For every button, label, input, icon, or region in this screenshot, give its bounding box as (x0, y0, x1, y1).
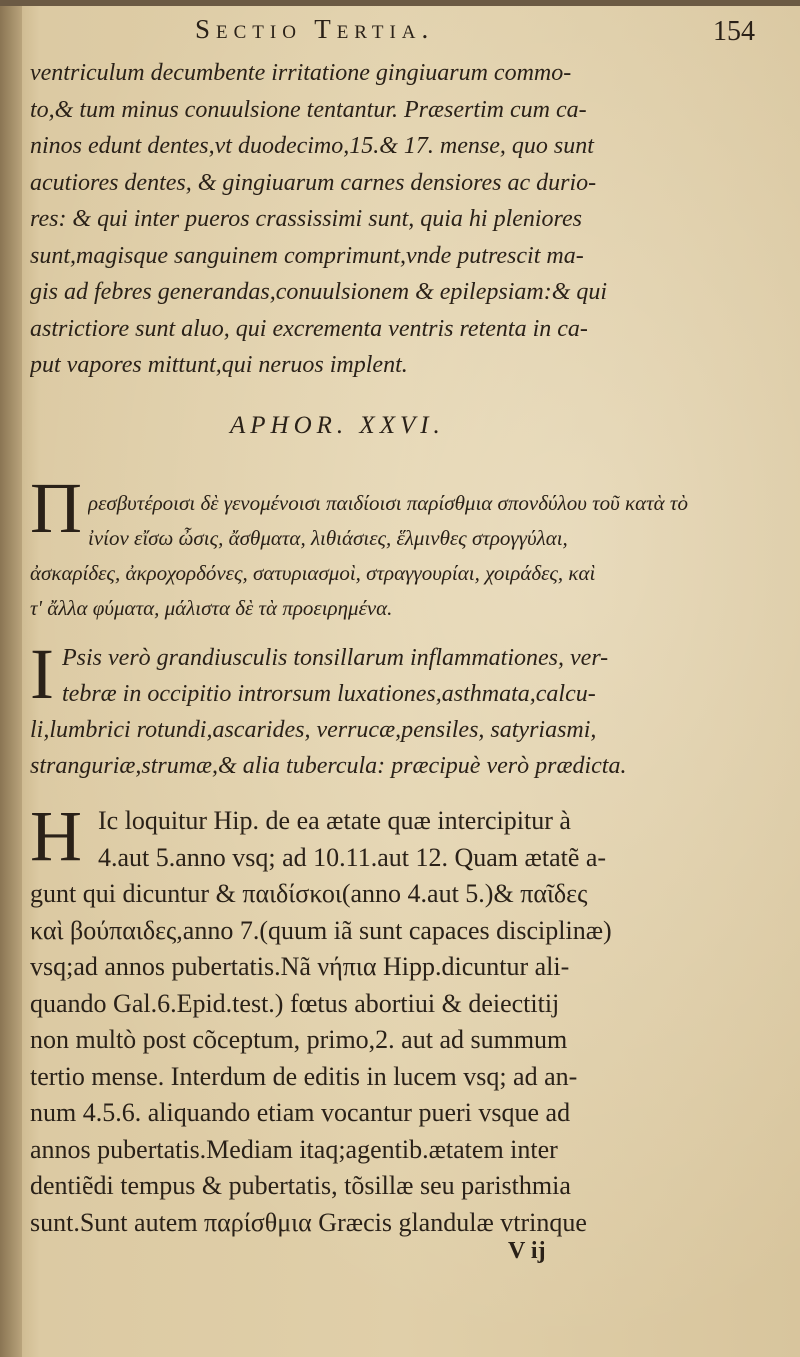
signature-mark: V ij (508, 1238, 546, 1264)
greek-line: ἰνίον εἴσω ὦσις, ἄσθματα, λιθιάσιες, ἕλμινθες στρογγύλαι, (88, 526, 568, 550)
greek-paragraph-cont (30, 556, 770, 626)
latin-dropcap: I (30, 634, 54, 714)
greek-line: ρεσβυτέροισι δὲ γενομένοισι παιδίοισι παρίσθμια σπονδύλου τοῦ κατὰ τὸ (88, 491, 688, 515)
commentary-line: tertio mense. Interdum de editis in lucem vsq; ad an- (30, 1061, 578, 1091)
section-title: Sectio Tertia. (195, 14, 435, 44)
page-number: 154 (713, 16, 755, 47)
running-header (195, 14, 755, 50)
text-line: ninos edunt dentes,vt duodecimo,15.& 17. mense, quo sunt (30, 133, 594, 159)
latin-line: li,lumbrici rotundi,ascarides, verrucæ,pensiles, satyriasmi, (30, 717, 597, 743)
top-edge-line (0, 0, 800, 6)
latin-paragraph (62, 640, 768, 712)
commentary-line: vsq;ad annos pubertatis.Nã νήπια Hipp.dicuntur ali- (30, 952, 570, 981)
commentary-line: dentiẽdi tempus & pubertatis, tõsillæ seu paristhmia (30, 1171, 571, 1200)
commentary-line: gunt qui dicuntur & παιδίσκοι(anno 4.aut 5.)& παῖδες (30, 879, 588, 908)
text-line: gis ad febres generandas,conuulsionem & epilepsiam:& qui (30, 279, 608, 305)
text-line: res: & qui inter pueros crassissimi sunt, quia hi pleniores (30, 206, 582, 232)
continuation-paragraph (30, 55, 770, 384)
greek-line: ἀσκαρίδες, ἀκροχορδόνες, σατυριασμοὶ, στραγγουρίαι, χοιράδες, καὶ (30, 561, 596, 585)
commentary-line: sunt.Sunt autem παρίσθμια Græcis glandulæ vtrinque (30, 1207, 587, 1237)
latin-line: stranguriæ,strumæ,& alia tubercula: præcipuè verò prædicta. (30, 753, 627, 779)
binding-gutter (0, 0, 22, 1357)
commentary-line: num 4.5.6. aliquando etiam vocantur pueri vsque ad (30, 1098, 571, 1127)
text-line: ventriculum decumbente irritatione gingiuarum commo- (30, 60, 572, 86)
greek-paragraph (88, 486, 768, 556)
text-line: acutiores dentes, & gingiuarum carnes densiores ac durio- (30, 169, 597, 196)
commentary-line: annos pubertatis.Mediam itaq;agentib.ætatem inter (30, 1134, 558, 1164)
aphorism-heading: APHOR. XXVI. (230, 412, 445, 439)
commentary-paragraph (98, 803, 768, 876)
text-line: to,& tum minus conuulsione tentantur. Præsertim cum ca- (30, 96, 587, 123)
text-line: sunt,magisque sanguinem comprimunt,vnde putrescit ma- (30, 242, 584, 269)
commentary-line: 4.aut 5.anno vsq; ad 10.11.aut 12. Quam ætatẽ a- (98, 842, 607, 872)
commentary-line: non multò post cõceptum, primo,2. aut ad summum (30, 1025, 568, 1054)
commentary-paragraph-cont (30, 876, 770, 1241)
latin-line: Psis verò grandiusculis tonsillarum inflammationes, ver- (62, 645, 609, 671)
commentary-dropcap: H (30, 796, 82, 876)
commentary-line: quando Gal.6.Epid.test.) fœtus abortiui & deiectitij (30, 988, 560, 1018)
text-line: astrictiore sunt aluo, qui excrementa ventris retenta in ca- (30, 315, 588, 342)
commentary-line: Ic loquitur Hip. de ea ætate quæ intercipitur à (98, 806, 571, 835)
greek-dropcap: Π (30, 468, 82, 548)
commentary-line: καὶ βούπαιδες,anno 7.(quum iã sunt capaces disciplinæ) (30, 915, 612, 945)
greek-line: τ' ἄλλα φύματα, μάλιστα δὲ τὰ προειρημένα. (30, 596, 393, 620)
text-line: put vapores mittunt,qui neruos implent. (30, 352, 408, 378)
latin-paragraph-cont (30, 712, 770, 784)
latin-line: tebræ in occipitio introrsum luxationes,asthmata,calcu- (62, 681, 596, 707)
